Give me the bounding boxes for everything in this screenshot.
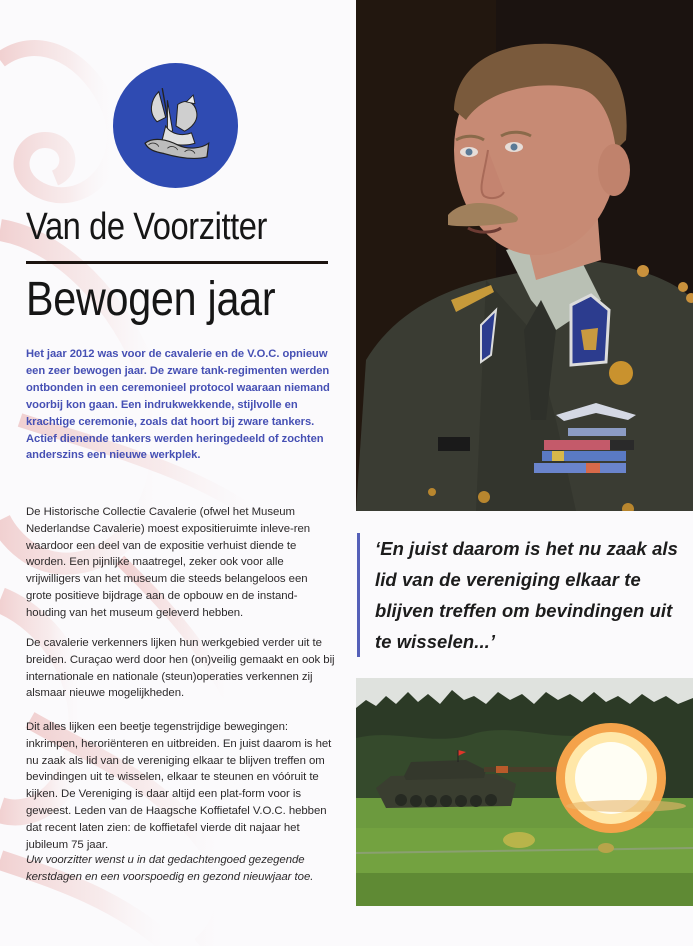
body-paragraph: Dit alles lijken een beetje tegenstrijdige bewegingen: inkrimpen, heroriënteren en uitbreiden. En juist daarom is het nu zaak als lid van de vereniging elkaar te blijven treffen om bevindingen uit te wisselen, elkaar te steunen en vóóruit te kijken. De Vereniging is daar altijd een plat-form voor is geweest. Leden van de Haagsche Koffietafel V.O.C. hebben dat recent laten zien: de koffietafel vierde dit najaar het jubileum 75 jaar. — [26, 721, 332, 851]
tank-firing-photo — [356, 678, 693, 906]
pull-quote-text: ‘En juist daarom is het nu zaak als lid van de vereniging elkaar te blijven treffen om bevindingen uit te wisselen...’ — [375, 538, 678, 652]
knight-on-horse-icon — [133, 83, 219, 169]
quote-accent-bar — [357, 533, 360, 657]
body-paragraph: De Historische Collectie Cavalerie (ofwel het Museum Nederlandse Cavalerie) moest expositieruimte inleve-ren waardoor een deel van de expositie verhuist diende te worden. Een pijnlijke maatregel, zeker ook voor alle vrijwilligers van het museum die steeds belangeloos een grote positieve bijdrage aan de opbouw en de instand-houding van het museum geleverd hebben. — [26, 506, 311, 619]
body-paragraph: De cavalerie verkenners lijken hun werkgebied verder uit te breiden. Curaçao werd door hen (on)veilig gemaakt en ook bij internationale en nationale (steun)operaties verkennen zij alsmaar nieuwe mogelijkheden. — [26, 637, 335, 700]
st-george-dragon-emblem — [113, 63, 238, 188]
officer-portrait-photo — [356, 0, 693, 511]
headline: Bewogen jaar — [26, 273, 276, 326]
section-title: Van de Voorzitter — [26, 206, 267, 248]
pull-quote — [356, 533, 686, 658]
closing-paragraph: Uw voorzitter wenst u in dat gedachtengoed gezegende kerstdagen en een voorspoedig en gezond nieuwjaar toe. — [26, 854, 314, 883]
lead-paragraph: Het jaar 2012 was voor de cavalerie en de V.O.C. opnieuw een zeer bewogen jaar. De zware tank-regimenten werden ontbonden in een ceremonieel protocol waaraan niemand voorbij kon gaan. Een indrukwekkende, stijlvolle en krachtige ceremonie, zoals dat hoort bij zware tankers. Actief dienende tankers werden heringedeeld of zochten anderszins een nieuwe werkplek. — [26, 348, 330, 462]
title-divider — [26, 261, 328, 264]
